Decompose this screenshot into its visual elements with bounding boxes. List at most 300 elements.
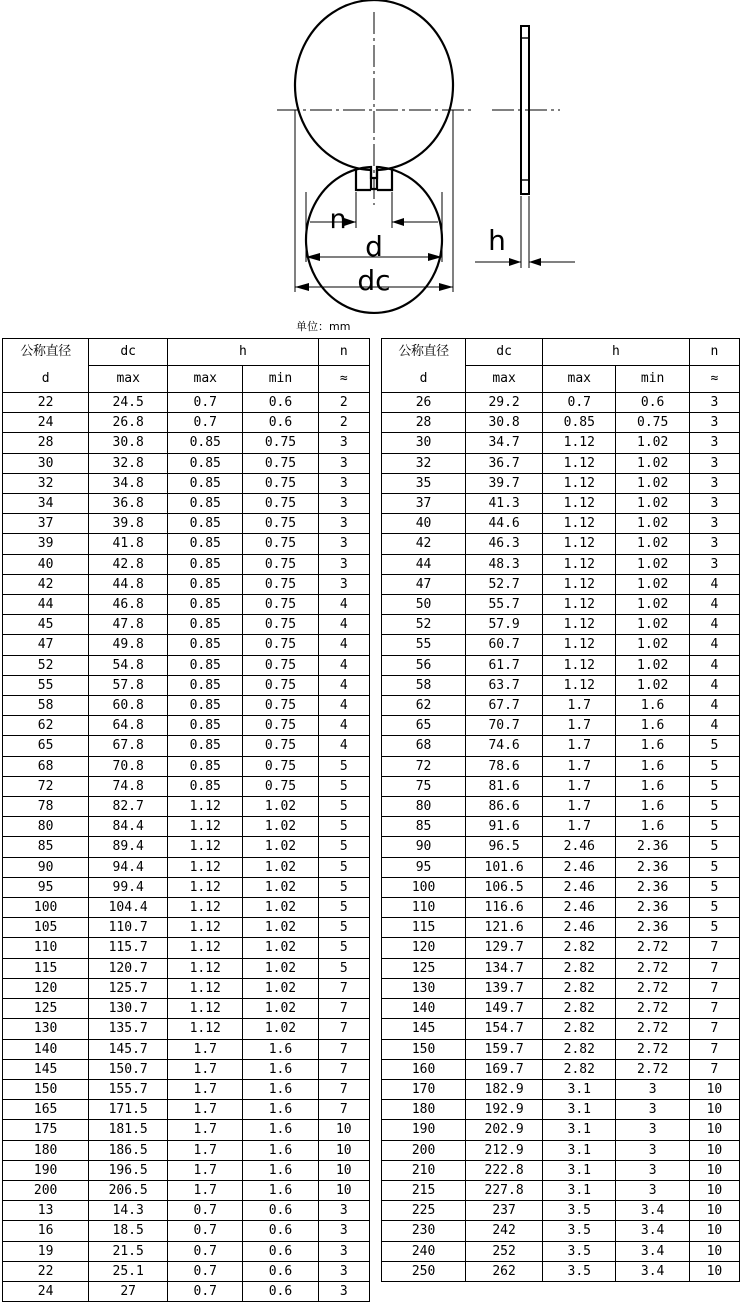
- cell-h-min: 1.6: [616, 797, 689, 817]
- header-dc-max: max: [466, 366, 543, 393]
- cell-d: 42: [3, 574, 89, 594]
- cell-n: 2: [318, 393, 369, 413]
- cell-dc-max: 237: [466, 1201, 543, 1221]
- cell-n: 5: [689, 898, 739, 918]
- cell-n: 3: [689, 554, 739, 574]
- cell-h-min: 1.02: [616, 534, 689, 554]
- cell-h-min: 3: [616, 1180, 689, 1200]
- cell-dc-max: 104.4: [89, 898, 168, 918]
- table-row: [3, 1201, 370, 1221]
- cell-dc-max: 27: [89, 1281, 168, 1301]
- cell-d: 72: [382, 756, 466, 776]
- cell-n: 5: [318, 857, 369, 877]
- cell-h-min: 2.72: [616, 1019, 689, 1039]
- cell-dc-max: 36.7: [466, 453, 543, 473]
- cell-dc-max: 44.6: [466, 514, 543, 534]
- cell-d: 44: [382, 554, 466, 574]
- table-row: [3, 877, 370, 897]
- cell-dc-max: 30.8: [466, 413, 543, 433]
- cell-dc-max: 34.8: [89, 473, 168, 493]
- cell-dc-max: 169.7: [466, 1059, 543, 1079]
- cell-h-max: 2.82: [543, 958, 616, 978]
- cell-h-max: 3.5: [543, 1201, 616, 1221]
- cell-h-max: 0.85: [168, 776, 243, 796]
- cell-d: 130: [382, 978, 466, 998]
- cell-d: 100: [382, 877, 466, 897]
- cell-h-max: 0.85: [168, 453, 243, 473]
- table-row: [3, 817, 370, 837]
- cell-d: 180: [3, 1140, 89, 1160]
- cell-h-max: 0.85: [168, 514, 243, 534]
- table-row: [382, 494, 740, 514]
- cell-n: 10: [689, 1180, 739, 1200]
- cell-d: 58: [3, 696, 89, 716]
- cell-h-min: 0.75: [243, 453, 318, 473]
- cell-dc-max: 110.7: [89, 918, 168, 938]
- cell-n: 5: [318, 958, 369, 978]
- cell-h-max: 0.85: [168, 635, 243, 655]
- cell-d: 100: [3, 898, 89, 918]
- cell-d: 120: [382, 938, 466, 958]
- cell-h-max: 1.7: [168, 1100, 243, 1120]
- cell-h-min: 0.75: [243, 716, 318, 736]
- cell-d: 75: [382, 776, 466, 796]
- table-row: [382, 1019, 740, 1039]
- table-row: [3, 797, 370, 817]
- cell-h-max: 1.7: [168, 1180, 243, 1200]
- cell-dc-max: 55.7: [466, 595, 543, 615]
- cell-d: 68: [3, 756, 89, 776]
- cell-n: 3: [318, 1221, 369, 1241]
- cell-dc-max: 70.7: [466, 716, 543, 736]
- cell-dc-max: 61.7: [466, 655, 543, 675]
- header-dc: dc: [89, 339, 168, 366]
- cell-h-max: 1.7: [168, 1140, 243, 1160]
- cell-n: 5: [318, 938, 369, 958]
- cell-n: 3: [318, 554, 369, 574]
- cell-h-min: 0.75: [243, 756, 318, 776]
- cell-h-max: 3.1: [543, 1160, 616, 1180]
- cell-n: 5: [689, 817, 739, 837]
- cell-h-min: 1.02: [616, 453, 689, 473]
- cell-h-min: 0.6: [243, 393, 318, 413]
- cell-n: 5: [318, 776, 369, 796]
- retaining-ring-drawing-svg: [0, 0, 742, 316]
- table-row: [3, 1019, 370, 1039]
- cell-n: 5: [318, 877, 369, 897]
- table-row: [3, 554, 370, 574]
- cell-n: 5: [318, 898, 369, 918]
- cell-h-min: 3: [616, 1120, 689, 1140]
- table-row: [382, 1059, 740, 1079]
- cell-n: 10: [689, 1079, 739, 1099]
- cell-h-max: 0.85: [168, 615, 243, 635]
- cell-h-max: 0.7: [168, 1281, 243, 1301]
- cell-dc-max: 154.7: [466, 1019, 543, 1039]
- cell-d: 40: [382, 514, 466, 534]
- cell-h-max: 1.7: [168, 1059, 243, 1079]
- cell-d: 55: [3, 675, 89, 695]
- table-row: [382, 473, 740, 493]
- cell-h-min: 2.72: [616, 978, 689, 998]
- cell-d: 52: [3, 655, 89, 675]
- table-row: [3, 1059, 370, 1079]
- cell-dc-max: 42.8: [89, 554, 168, 574]
- cell-n: 10: [689, 1241, 739, 1261]
- table-row: [382, 433, 740, 453]
- arrow-n-right: [392, 218, 404, 226]
- cell-h-min: 3: [616, 1160, 689, 1180]
- cell-h-min: 2.36: [616, 837, 689, 857]
- header-dc-max: max: [89, 366, 168, 393]
- cell-n: 4: [689, 696, 739, 716]
- cell-h-max: 2.82: [543, 1019, 616, 1039]
- table-row: [382, 615, 740, 635]
- cell-dc-max: 150.7: [89, 1059, 168, 1079]
- cell-n: 10: [318, 1140, 369, 1160]
- cell-d: 95: [3, 877, 89, 897]
- cell-h-max: 0.7: [168, 1201, 243, 1221]
- cell-n: 4: [318, 655, 369, 675]
- cell-n: 7: [689, 958, 739, 978]
- table-row: [3, 615, 370, 635]
- cell-h-max: 0.7: [168, 1221, 243, 1241]
- cell-h-min: 2.72: [616, 999, 689, 1019]
- cell-h-max: 0.7: [168, 413, 243, 433]
- cell-d: 115: [3, 958, 89, 978]
- cell-dc-max: 67.7: [466, 696, 543, 716]
- cell-dc-max: 171.5: [89, 1100, 168, 1120]
- cell-d: 190: [382, 1120, 466, 1140]
- table-row: [3, 595, 370, 615]
- cell-h-min: 1.02: [616, 595, 689, 615]
- cell-d: 50: [382, 595, 466, 615]
- dimension-label-dc: dc: [357, 264, 391, 297]
- cell-d: 30: [382, 433, 466, 453]
- table-row: [382, 776, 740, 796]
- cell-n: 10: [689, 1100, 739, 1120]
- cell-n: 3: [318, 473, 369, 493]
- cell-h-max: 3.5: [543, 1241, 616, 1261]
- cell-n: 7: [689, 1059, 739, 1079]
- cell-h-min: 2.72: [616, 1039, 689, 1059]
- cell-d: 28: [382, 413, 466, 433]
- cell-h-max: 2.82: [543, 1039, 616, 1059]
- cell-d: 175: [3, 1120, 89, 1140]
- cell-d: 165: [3, 1100, 89, 1120]
- table-row: [382, 736, 740, 756]
- cell-h-max: 1.12: [543, 554, 616, 574]
- cell-h-max: 1.7: [168, 1039, 243, 1059]
- cell-d: 32: [382, 453, 466, 473]
- cell-h-min: 1.02: [616, 514, 689, 534]
- cell-n: 4: [689, 574, 739, 594]
- cell-h-max: 1.12: [543, 473, 616, 493]
- cell-d: 215: [382, 1180, 466, 1200]
- cell-h-max: 1.12: [543, 595, 616, 615]
- cell-dc-max: 186.5: [89, 1140, 168, 1160]
- cell-n: 3: [689, 514, 739, 534]
- cell-h-min: 1.02: [243, 999, 318, 1019]
- table-row: [3, 857, 370, 877]
- cell-n: 4: [689, 615, 739, 635]
- cell-dc-max: 39.7: [466, 473, 543, 493]
- cell-h-max: 1.7: [543, 817, 616, 837]
- cell-d: 210: [382, 1160, 466, 1180]
- cell-h-max: 0.85: [168, 736, 243, 756]
- cell-h-min: 2.36: [616, 877, 689, 897]
- cell-n: 3: [318, 534, 369, 554]
- table-row: [3, 918, 370, 938]
- cell-dc-max: 86.6: [466, 797, 543, 817]
- table-row: [382, 797, 740, 817]
- cell-d: 90: [382, 837, 466, 857]
- cell-h-max: 2.82: [543, 938, 616, 958]
- cell-d: 28: [3, 433, 89, 453]
- cell-d: 190: [3, 1160, 89, 1180]
- cell-d: 47: [3, 635, 89, 655]
- cell-n: 5: [318, 918, 369, 938]
- cell-dc-max: 70.8: [89, 756, 168, 776]
- cell-n: 5: [689, 877, 739, 897]
- ring-gap-left-lug: [356, 168, 371, 190]
- table-row: [3, 1039, 370, 1059]
- cell-h-min: 1.6: [243, 1180, 318, 1200]
- table-row: [382, 534, 740, 554]
- cell-dc-max: 206.5: [89, 1180, 168, 1200]
- cell-h-min: 1.02: [243, 1019, 318, 1039]
- table-row: [382, 554, 740, 574]
- cell-dc-max: 130.7: [89, 999, 168, 1019]
- cell-dc-max: 44.8: [89, 574, 168, 594]
- table-row: [3, 1120, 370, 1140]
- cell-n: 7: [318, 1100, 369, 1120]
- table-row: [382, 655, 740, 675]
- cell-h-max: 2.46: [543, 877, 616, 897]
- cell-d: 125: [382, 958, 466, 978]
- cell-h-min: 0.6: [616, 393, 689, 413]
- cell-h-max: 1.12: [168, 898, 243, 918]
- table-row: [382, 1100, 740, 1120]
- cell-h-min: 0.6: [243, 1241, 318, 1261]
- cell-h-min: 0.75: [616, 413, 689, 433]
- cell-dc-max: 252: [466, 1241, 543, 1261]
- cell-h-max: 0.7: [168, 1261, 243, 1281]
- cell-h-max: 1.12: [168, 877, 243, 897]
- table-row: [3, 1140, 370, 1160]
- cell-h-min: 1.02: [243, 958, 318, 978]
- cell-n: 5: [689, 918, 739, 938]
- table-row: [3, 837, 370, 857]
- cell-h-max: 1.12: [168, 958, 243, 978]
- cell-n: 7: [318, 978, 369, 998]
- cell-h-min: 1.02: [616, 574, 689, 594]
- cell-n: 10: [689, 1261, 739, 1281]
- cell-h-min: 1.02: [243, 817, 318, 837]
- cell-h-max: 1.12: [543, 534, 616, 554]
- table-row: [382, 1180, 740, 1200]
- cell-h-max: 2.46: [543, 898, 616, 918]
- cell-d: 120: [3, 978, 89, 998]
- cell-h-min: 1.02: [616, 433, 689, 453]
- cell-dc-max: 81.6: [466, 776, 543, 796]
- cell-h-min: 0.75: [243, 776, 318, 796]
- cell-d: 65: [382, 716, 466, 736]
- cell-h-max: 1.12: [543, 453, 616, 473]
- cell-h-max: 3.1: [543, 1100, 616, 1120]
- cell-d: 68: [382, 736, 466, 756]
- table-row: [382, 1201, 740, 1221]
- cell-d: 13: [3, 1201, 89, 1221]
- cell-h-min: 3.4: [616, 1221, 689, 1241]
- cell-d: 35: [382, 473, 466, 493]
- cell-n: 10: [689, 1201, 739, 1221]
- technical-drawing: [0, 0, 742, 316]
- cell-d: 34: [3, 494, 89, 514]
- table-row: [3, 1241, 370, 1261]
- cell-h-min: 0.6: [243, 1201, 318, 1221]
- unit-note: 单位：mm: [296, 320, 351, 333]
- cell-h-min: 1.6: [616, 776, 689, 796]
- cell-h-max: 1.12: [543, 615, 616, 635]
- cell-n: 3: [318, 1241, 369, 1261]
- cell-n: 5: [689, 857, 739, 877]
- table-row: [382, 958, 740, 978]
- cell-dc-max: 84.4: [89, 817, 168, 837]
- cell-h-max: 1.12: [168, 797, 243, 817]
- cell-dc-max: 106.5: [466, 877, 543, 897]
- spec-table-right-body: [382, 393, 740, 1282]
- cell-h-min: 0.75: [243, 696, 318, 716]
- header-h: h: [168, 339, 318, 366]
- table-row: [3, 675, 370, 695]
- header-n: n: [689, 339, 739, 366]
- cell-dc-max: 91.6: [466, 817, 543, 837]
- table-row: [382, 978, 740, 998]
- table-row: [382, 918, 740, 938]
- cell-h-min: 1.02: [243, 877, 318, 897]
- cell-dc-max: 41.8: [89, 534, 168, 554]
- ring-gap-right-lug: [377, 168, 392, 190]
- cell-h-min: 0.75: [243, 534, 318, 554]
- cell-n: 3: [689, 453, 739, 473]
- cell-n: 4: [318, 635, 369, 655]
- cell-d: 47: [382, 574, 466, 594]
- table-row: [382, 675, 740, 695]
- cell-d: 22: [3, 1261, 89, 1281]
- cell-h-min: 3.4: [616, 1201, 689, 1221]
- cell-dc-max: 78.6: [466, 756, 543, 776]
- header-row-bottom: [382, 366, 740, 393]
- cell-h-max: 1.12: [168, 918, 243, 938]
- cell-h-min: 2.36: [616, 857, 689, 877]
- cell-h-min: 1.02: [616, 675, 689, 695]
- cell-d: 44: [3, 595, 89, 615]
- table-row: [382, 453, 740, 473]
- cell-dc-max: 155.7: [89, 1079, 168, 1099]
- cell-dc-max: 121.6: [466, 918, 543, 938]
- cell-d: 200: [382, 1140, 466, 1160]
- cell-d: 19: [3, 1241, 89, 1261]
- cell-dc-max: 116.6: [466, 898, 543, 918]
- spec-table-right-head: [382, 339, 740, 393]
- cell-dc-max: 18.5: [89, 1221, 168, 1241]
- cell-h-min: 1.02: [616, 635, 689, 655]
- cell-h-min: 0.75: [243, 433, 318, 453]
- table-row: [382, 1039, 740, 1059]
- cell-d: 125: [3, 999, 89, 1019]
- header-d: d: [382, 366, 466, 393]
- cell-d: 240: [382, 1241, 466, 1261]
- cell-h-max: 1.7: [543, 716, 616, 736]
- cell-n: 4: [318, 675, 369, 695]
- header-h-max: max: [543, 366, 616, 393]
- header-n-approx: ≈: [689, 366, 739, 393]
- cell-h-max: 0.85: [168, 494, 243, 514]
- cell-h-max: 3.1: [543, 1180, 616, 1200]
- cell-dc-max: 222.8: [466, 1160, 543, 1180]
- cell-h-max: 0.85: [168, 595, 243, 615]
- cell-h-min: 0.6: [243, 1281, 318, 1301]
- cell-dc-max: 212.9: [466, 1140, 543, 1160]
- table-row: [3, 514, 370, 534]
- cell-h-min: 0.75: [243, 736, 318, 756]
- table-row: [382, 1140, 740, 1160]
- cell-dc-max: 202.9: [466, 1120, 543, 1140]
- cell-h-max: 0.85: [168, 473, 243, 493]
- table-row: [382, 938, 740, 958]
- cell-n: 7: [689, 978, 739, 998]
- cell-n: 3: [689, 413, 739, 433]
- cell-dc-max: 26.8: [89, 413, 168, 433]
- cell-d: 230: [382, 1221, 466, 1241]
- table-row: [3, 696, 370, 716]
- cell-h-min: 0.75: [243, 473, 318, 493]
- table-row: [382, 756, 740, 776]
- cell-h-max: 1.7: [168, 1079, 243, 1099]
- cell-dc-max: 57.8: [89, 675, 168, 695]
- cell-h-min: 2.72: [616, 1059, 689, 1079]
- cell-dc-max: 41.3: [466, 494, 543, 514]
- cell-h-min: 1.6: [616, 736, 689, 756]
- cell-h-max: 1.12: [168, 978, 243, 998]
- table-row: [3, 1281, 370, 1301]
- cell-n: 4: [689, 635, 739, 655]
- cell-h-max: 0.85: [543, 413, 616, 433]
- cell-h-max: 1.12: [168, 817, 243, 837]
- table-row: [382, 595, 740, 615]
- cell-dc-max: 89.4: [89, 837, 168, 857]
- cell-h-max: 0.7: [543, 393, 616, 413]
- table-row: [3, 938, 370, 958]
- cell-d: 32: [3, 473, 89, 493]
- cell-h-max: 0.7: [168, 1241, 243, 1261]
- cell-d: 105: [3, 918, 89, 938]
- cell-n: 7: [689, 1039, 739, 1059]
- cell-d: 145: [382, 1019, 466, 1039]
- cell-h-max: 1.12: [168, 938, 243, 958]
- cell-h-max: 1.12: [543, 494, 616, 514]
- cell-d: 56: [382, 655, 466, 675]
- table-row: [382, 1160, 740, 1180]
- cell-d: 90: [3, 857, 89, 877]
- table-row: [3, 1221, 370, 1241]
- cell-n: 5: [318, 797, 369, 817]
- cell-dc-max: 134.7: [466, 958, 543, 978]
- cell-n: 10: [318, 1120, 369, 1140]
- table-row: [3, 453, 370, 473]
- cell-h-min: 3.4: [616, 1241, 689, 1261]
